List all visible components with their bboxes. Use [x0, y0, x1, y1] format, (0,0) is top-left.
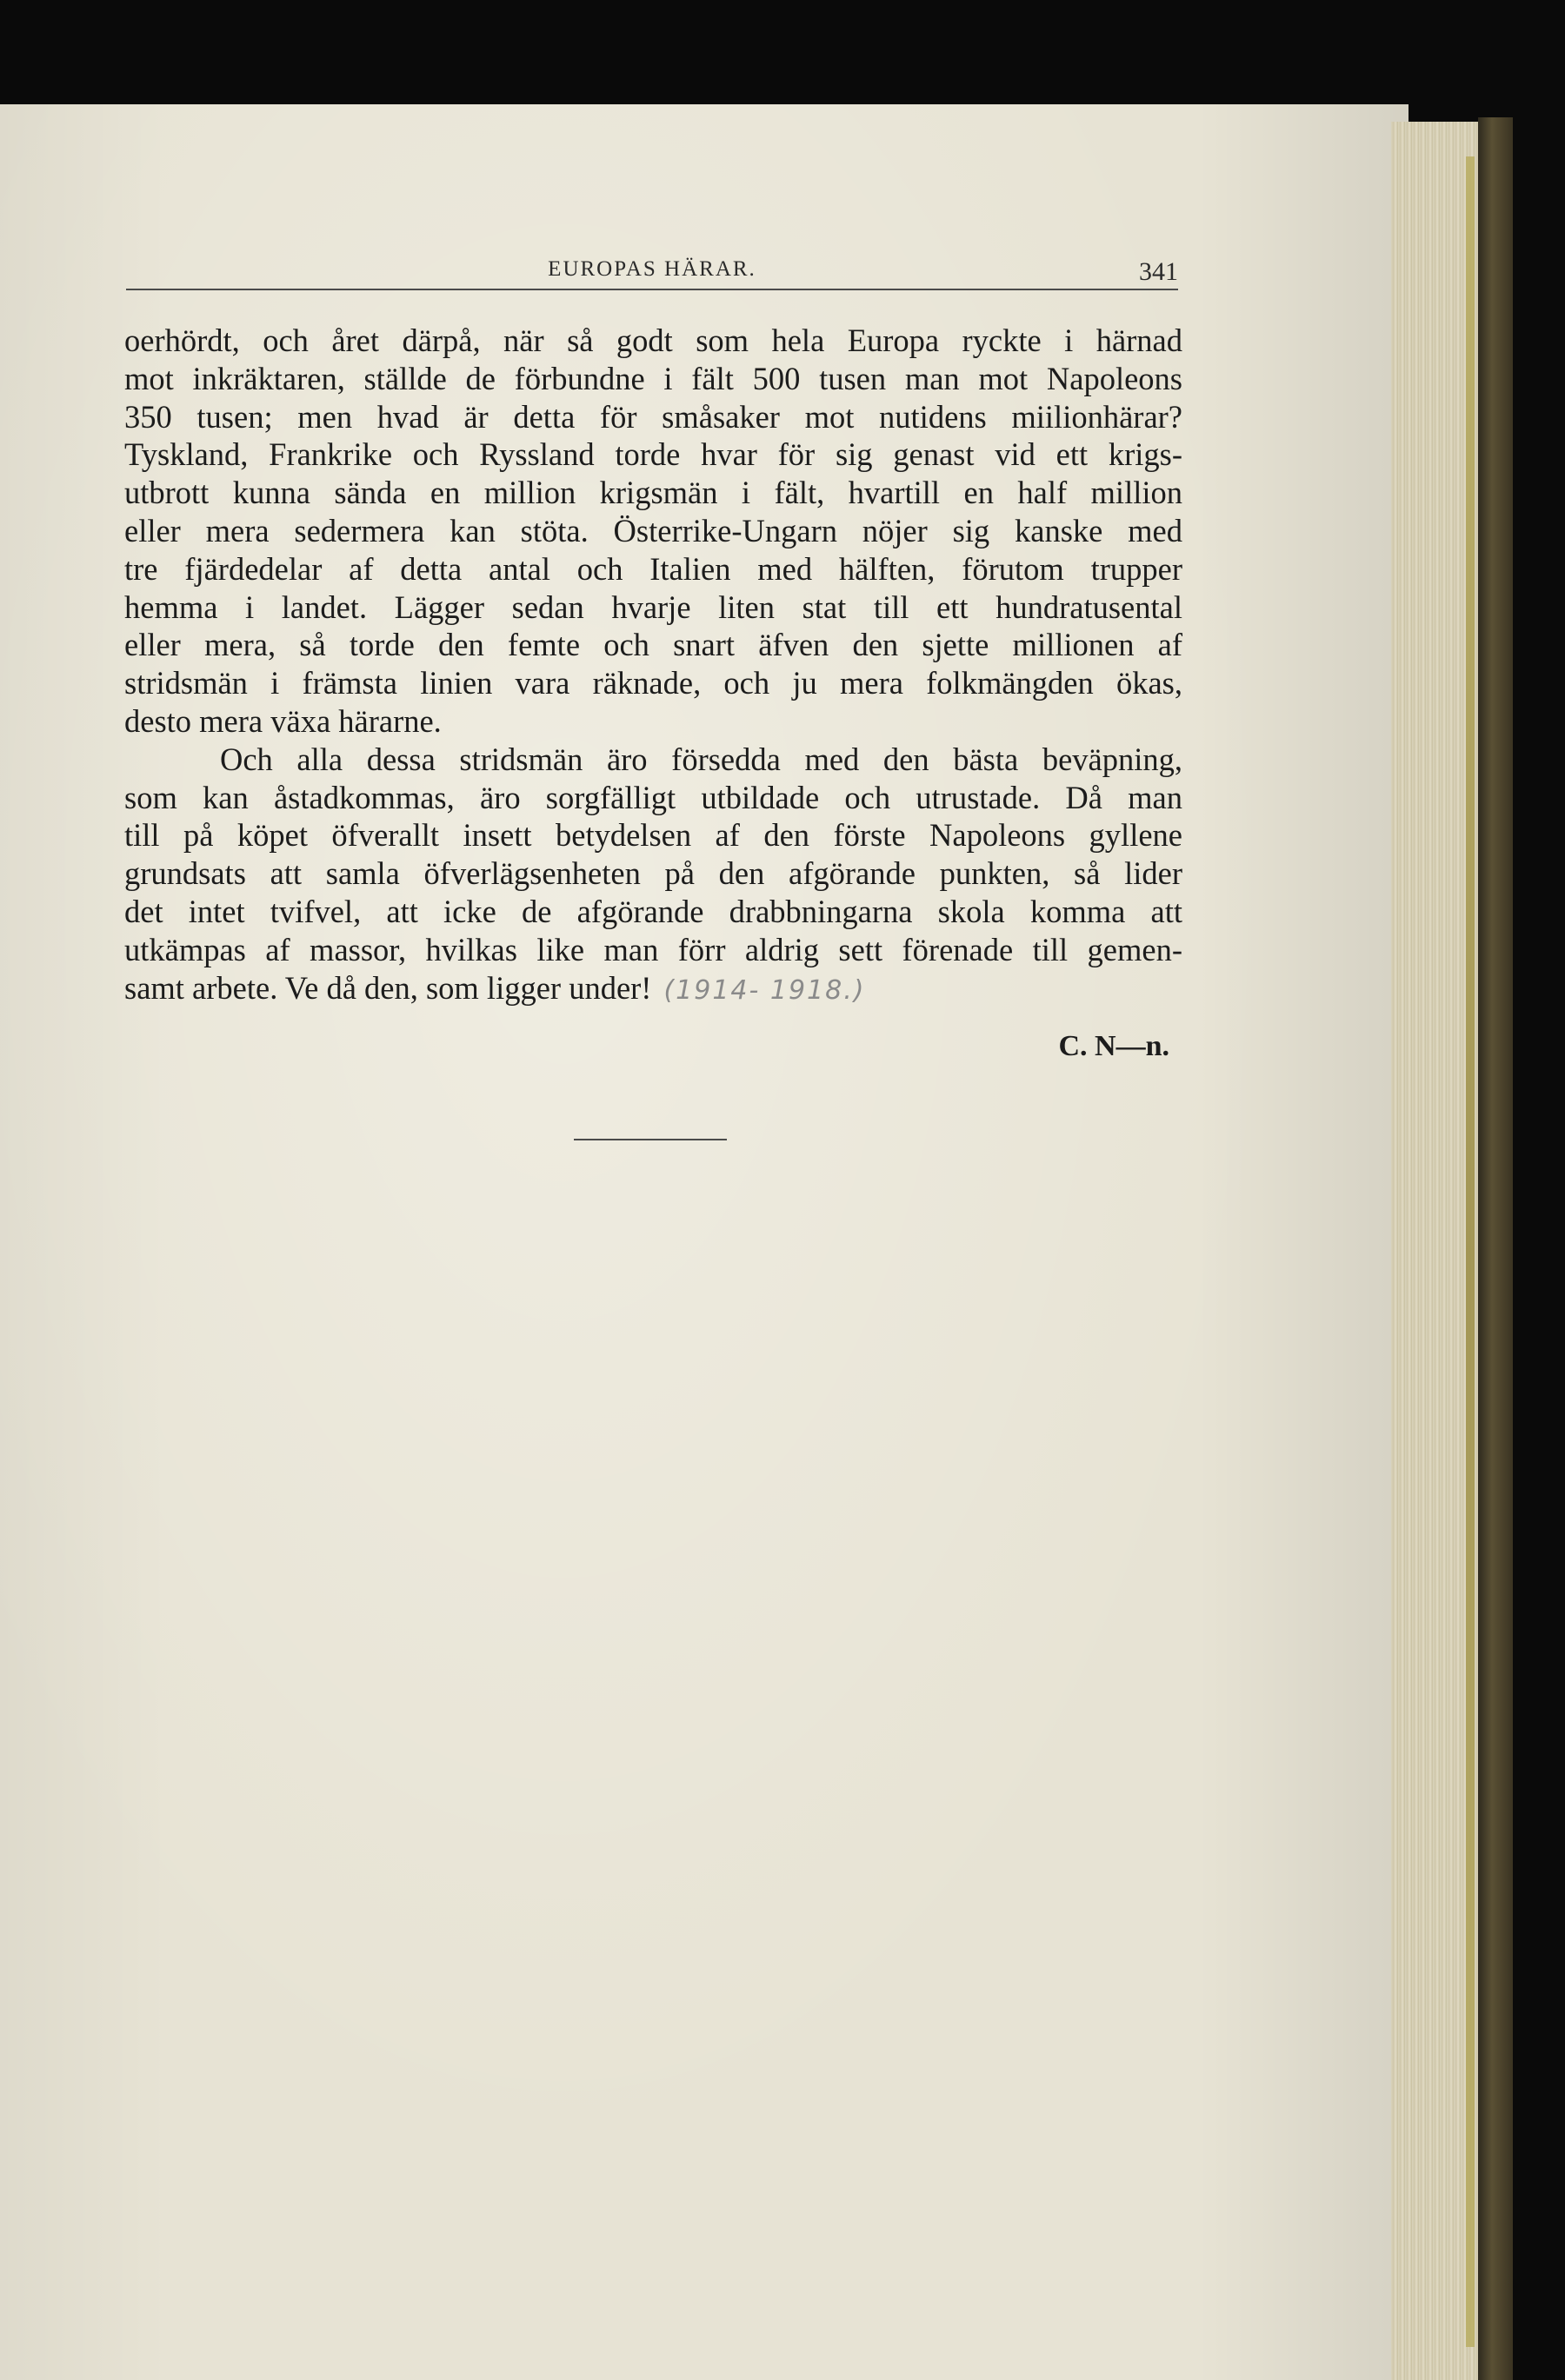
binding-highlight — [1466, 156, 1475, 2347]
text-line: till på köpet öfverallt insett betydelsen af den förste Napoleons gyllene — [124, 817, 1182, 854]
text-line: desto mera växa härarne. — [124, 702, 442, 739]
text-line: tre fjärdedelar af detta antal och Italien med hälften, förutom trupper — [124, 550, 1182, 587]
author-signature: C. N—n. — [1058, 1030, 1169, 1062]
article-body — [124, 322, 1182, 1007]
text-line: samt arbete. Ve då den, som ligger under! — [124, 969, 652, 1006]
text-line: oerhördt, och året därpå, när så godt som hela Europa ryckte i härnad — [124, 322, 1182, 358]
header-rule — [126, 289, 1178, 290]
text-line: eller mera, så torde den femte och snart äfven den sjette millionen af — [124, 627, 1182, 663]
running-head — [126, 257, 1178, 292]
text-line: Och alla dessa stridsmän äro försedda med den bästa beväpning, — [220, 741, 1182, 777]
text-line: eller mera sedermera kan stöta. Österrike-Ungarn nöjer sig kanske med — [124, 512, 1182, 548]
text-line: 350 tusen; men hvad är detta för småsaker mot nutidens miilionhärar? — [124, 398, 1182, 435]
text-line: som kan åstadkommas, äro sorgfälligt utbildade och utrustade. Då man — [124, 779, 1182, 815]
text-line-with-note — [124, 969, 1182, 1007]
text-line: det intet tvifvel, att icke de afgörande drabbningarna skola komma att — [124, 893, 1182, 929]
running-title: EUROPAS HÄRAR. — [548, 257, 756, 281]
book-spine — [1478, 117, 1513, 2380]
text-line: mot inkräktaren, ställde de förbundne i fält 500 tusen man mot Napoleons — [124, 360, 1182, 396]
paragraph-1 — [124, 322, 1182, 741]
handwritten-note: (1914- 1918.) — [663, 974, 866, 1006]
end-rule — [574, 1139, 727, 1140]
text-line: utbrott kunna sända en million krigsmän i fält, hvartill en half million — [124, 475, 1182, 511]
text-line: grundsats att samla öfverlägsenheten på den afgörande punkten, så lider — [124, 855, 1182, 892]
text-line: hemma i landet. Lägger sedan hvarje liten stat till ett hundratusental — [124, 588, 1182, 625]
text-line: stridsmän i främsta linien vara räknade, och ju mera folkmängden ökas, — [124, 665, 1182, 701]
text-line: Tyskland, Frankrike och Ryssland torde hvar för sig genast vid ett krigs- — [124, 436, 1182, 473]
page-number: 341 — [1139, 257, 1178, 286]
text-line: utkämpas af massor, hvilkas like man förr aldrig sett förenade till gemen- — [124, 931, 1182, 967]
paragraph-2 — [124, 741, 1182, 1007]
